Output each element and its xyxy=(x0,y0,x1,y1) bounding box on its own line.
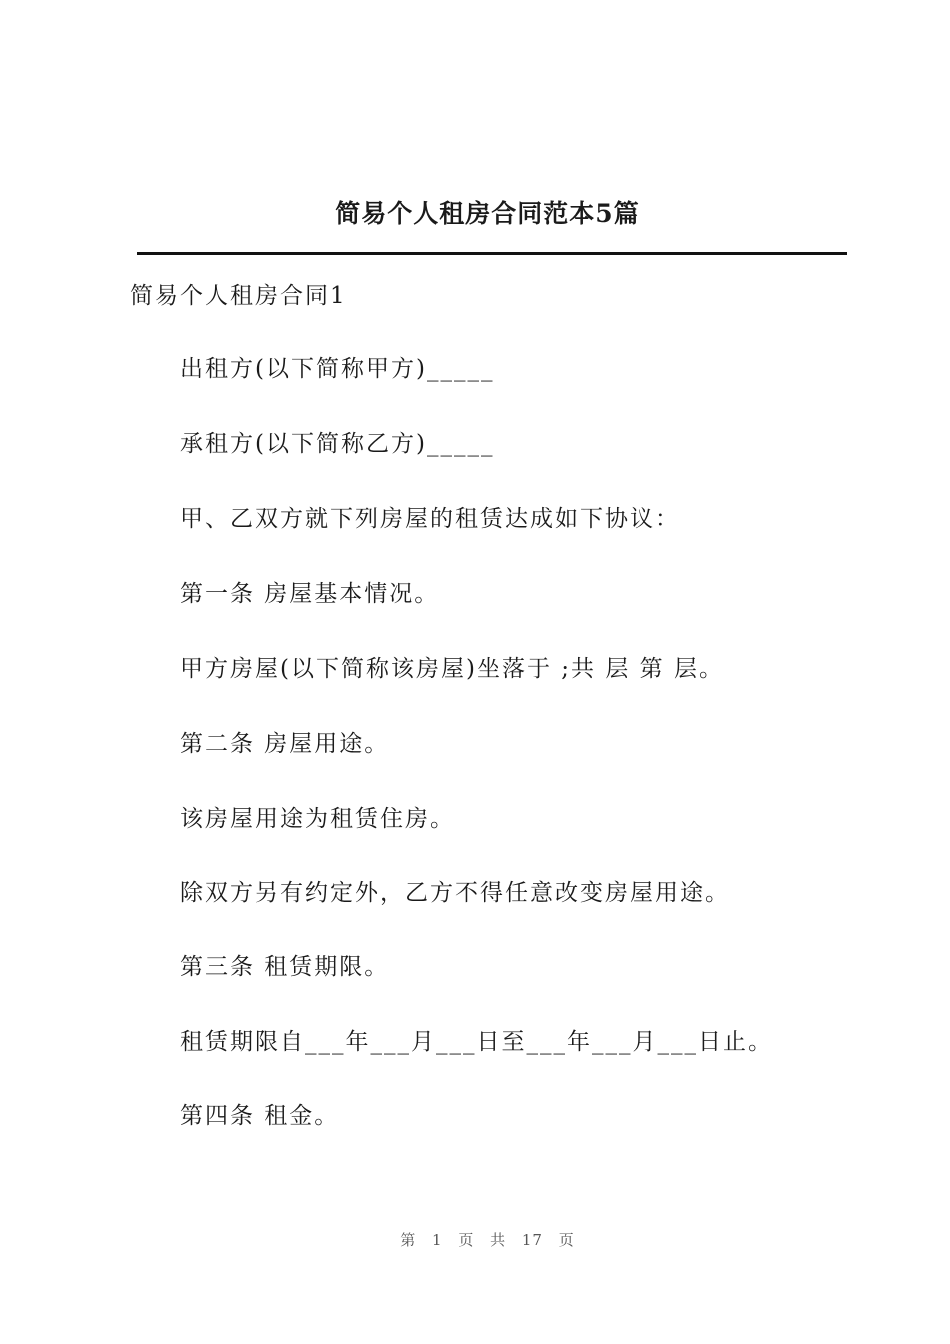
paragraph-agreement: 甲、乙双方就下列房屋的租赁达成如下协议： xyxy=(180,506,680,532)
paragraph-lessor: 出租方(以下简称甲方)_____ xyxy=(180,356,495,382)
paragraph-lease-term: 租赁期限自___年___月___日至___年___月___日止。 xyxy=(180,1029,773,1055)
article-1-heading: 第一条 房屋基本情况。 xyxy=(180,581,440,607)
section-heading: 简易个人租房合同1 xyxy=(130,283,347,309)
document-title: 简易个人租房合同范本5篇 xyxy=(335,199,640,228)
page-number-footer: 第 1 页 共 17 页 xyxy=(400,1231,575,1249)
paragraph-usage: 该房屋用途为租赁住房。 xyxy=(180,806,455,832)
paragraph-property-location: 甲方房屋(以下简称该房屋)坐落于 ;共 层 第 层。 xyxy=(180,656,724,682)
article-4-heading: 第四条 租金。 xyxy=(180,1103,340,1129)
article-2-heading: 第二条 房屋用途。 xyxy=(180,731,390,757)
article-3-heading: 第三条 租赁期限。 xyxy=(180,954,390,980)
paragraph-usage-restriction: 除双方另有约定外，乙方不得任意改变房屋用途。 xyxy=(180,880,730,906)
title-divider xyxy=(137,252,847,255)
paragraph-lessee: 承租方(以下简称乙方)_____ xyxy=(180,431,495,457)
